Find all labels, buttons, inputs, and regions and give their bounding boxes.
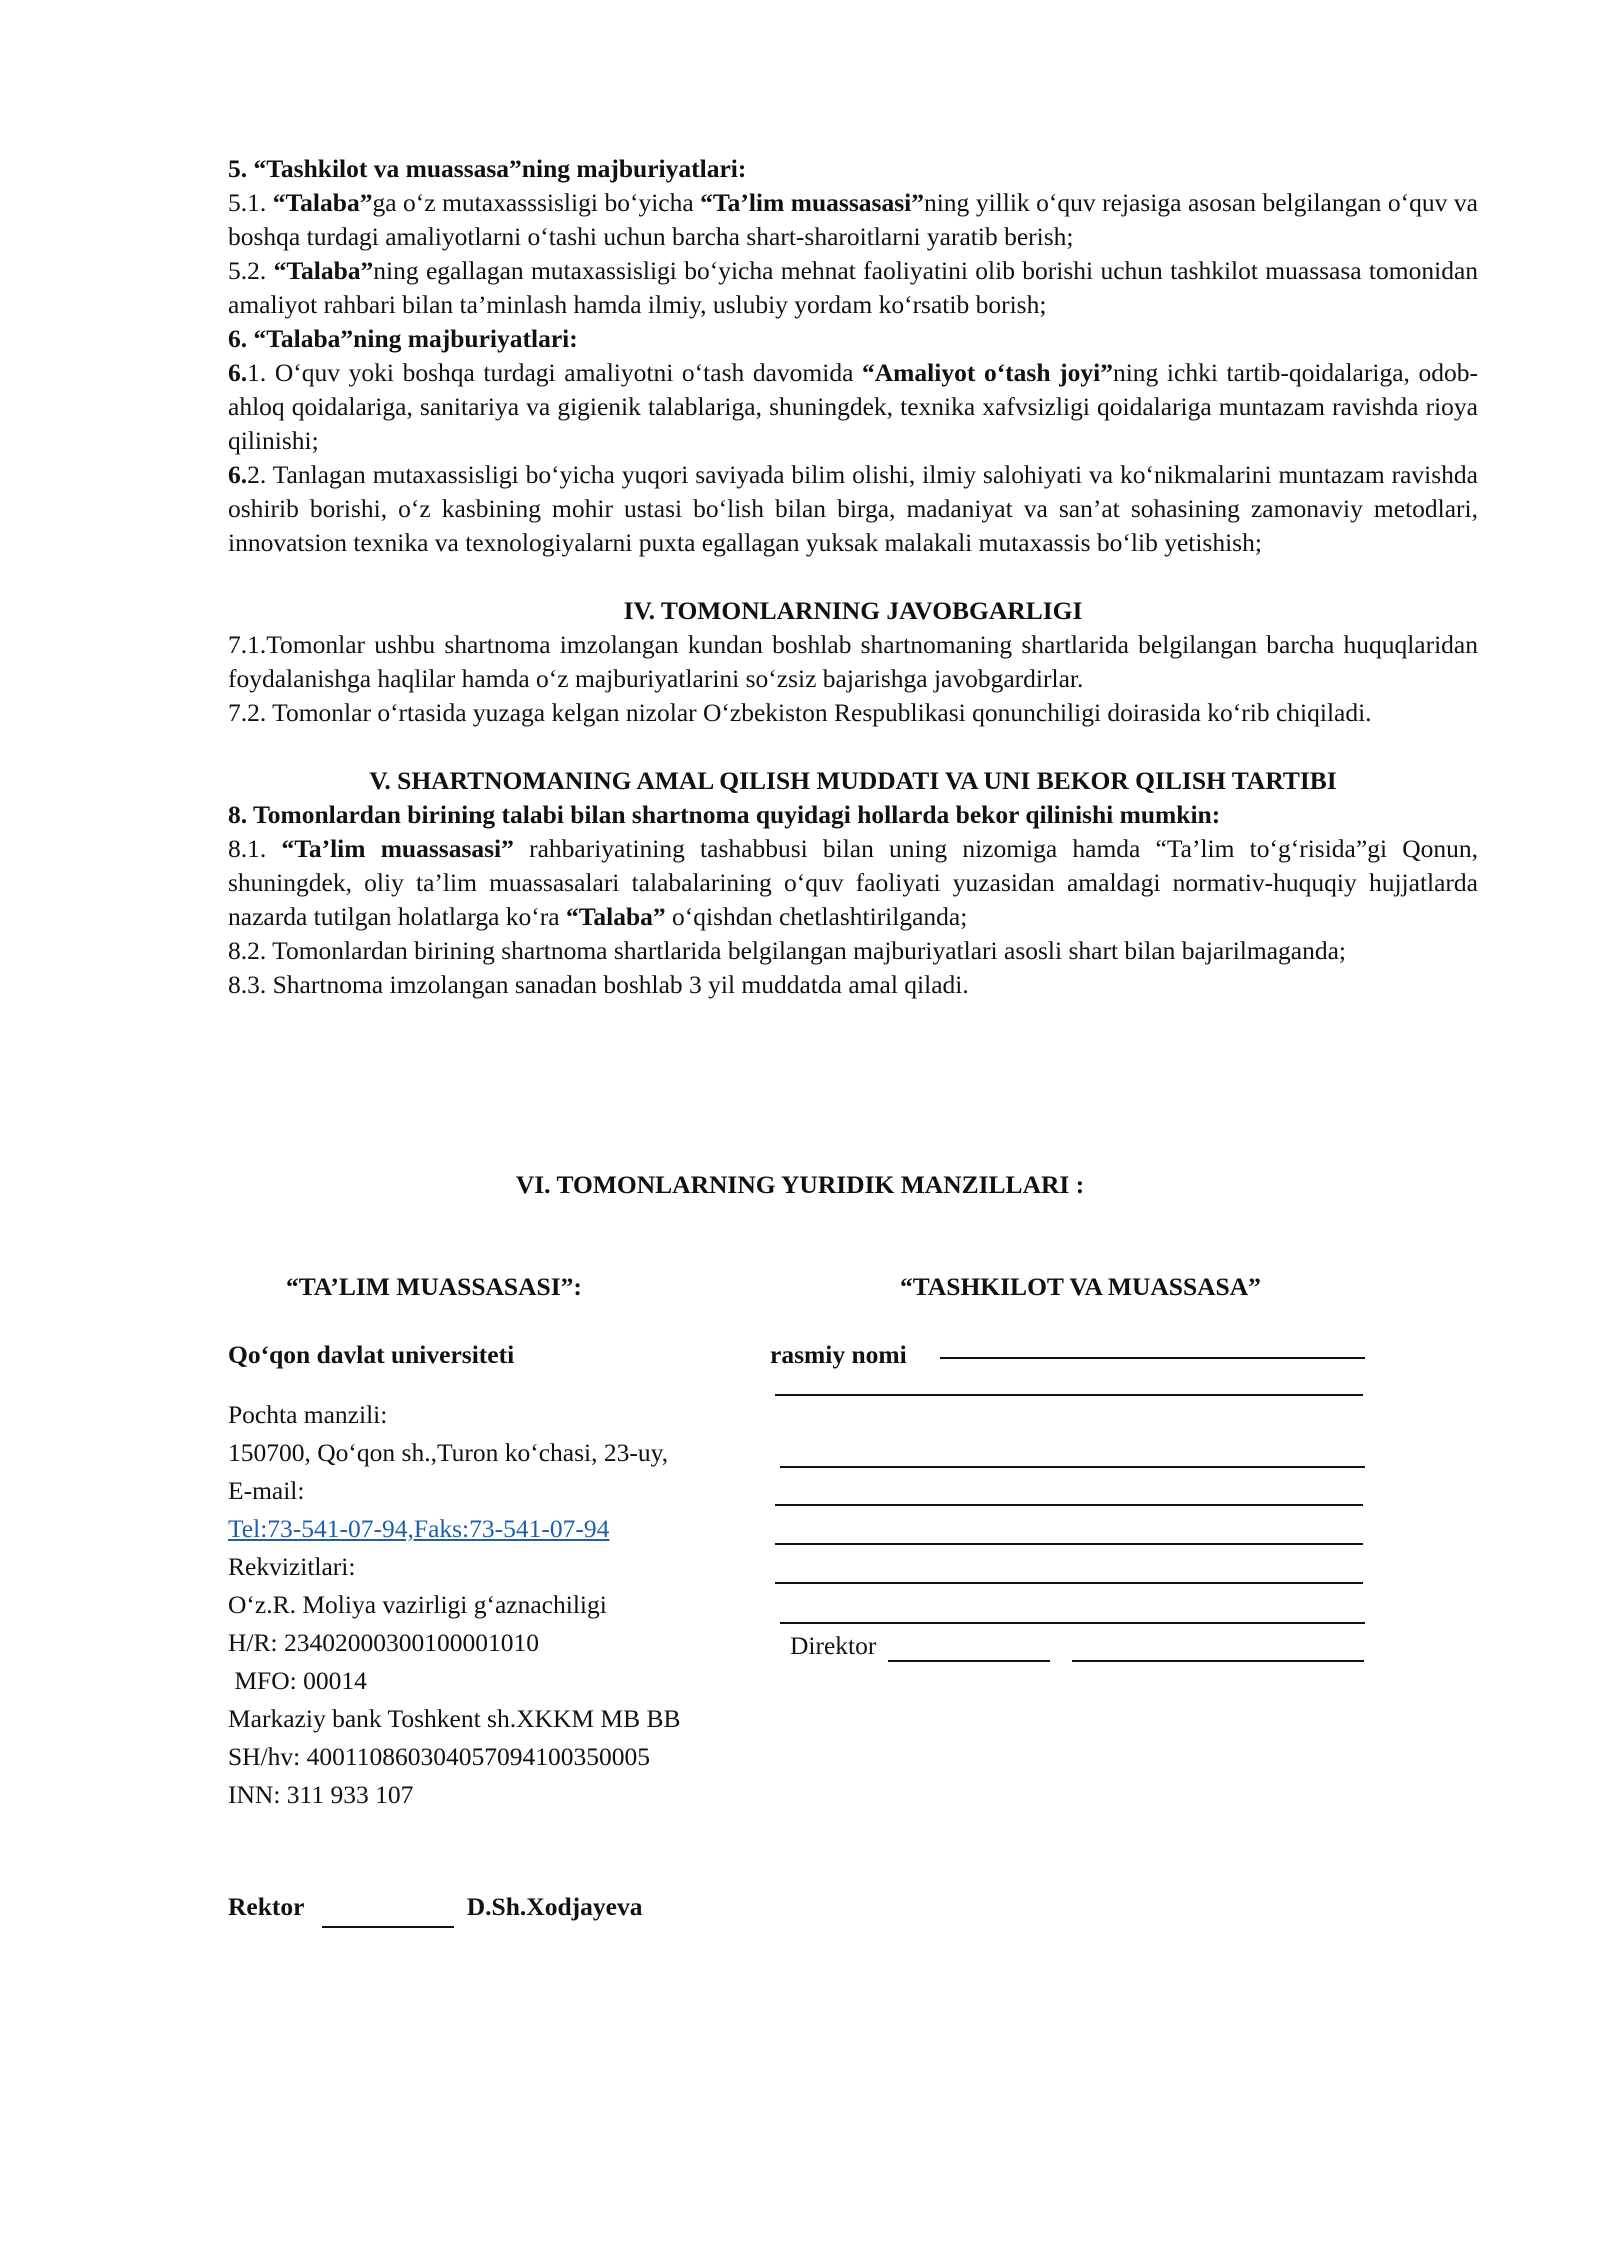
director-label: Direktor: [790, 1631, 877, 1660]
rektor-signature-line[interactable]: [322, 1888, 454, 1928]
clause-5-1: 5.1. “Talaba”ga o‘z mutaxasssisligi bo‘yicha “Ta’lim muassasasi”ning yillik o‘quv rejasiga asosan belgilangan o‘quv va boshqa turdagi amaliyotlarni o‘tashi uchun barcha shart-sharoitlarni yaratib berish;: [228, 188, 1478, 251]
rektor-name: D.Sh.Xodjayeva: [466, 1892, 643, 1921]
left-party-title: “TA’LIM MUASSASASI”:: [286, 1272, 582, 1301]
account-hr: H/R: 23402000300100001010: [228, 1628, 539, 1657]
director-signature-line[interactable]: [888, 1660, 1050, 1662]
institution-name: Qo‘qon davlat universiteti: [228, 1340, 515, 1369]
official-name-line[interactable]: [940, 1357, 1365, 1359]
clause-6-1: 6.1. O‘quv yoki boshqa turdagi amaliyotni o‘tash davomida “Amaliyot o‘tash joyi”ning ichki tartib-qoidalariga, odob-ahloq qoidalariga, sanitariya va gigienik talablariga, shuningdek, texnika xafvsizligi qoidalariga muntazam ravishda rioya qilinishi;: [228, 358, 1478, 455]
requisites-label: Rekvizitlari:: [228, 1552, 356, 1581]
treasury-name: O‘z.R. Moliya vazirligi g‘aznachiligi: [228, 1590, 607, 1619]
section5-heading: 5. “Tashkilot va muassasa”ning majburiyatlari:: [228, 154, 747, 183]
address-value: 150700, Qo‘qon sh.,Turon ko‘chasi, 23-uy,: [228, 1438, 669, 1467]
clause-6-2: 6.2. Tanlagan mutaxassisligi bo‘yicha yuqori saviyada bilim olishi, ilmiy salohiyati va ko‘nikmalarini muntazam ravishda oshirib borishi, o‘z kasbining mohir ustasi bo‘lish bilan birga, madaniyat va san’at sohasining zamonaviy metodlari, innovatsion texnika va texnologiyalarni puxta egallagan yuksak malakali mutaxassis bo‘lib yetishish;: [228, 460, 1478, 557]
bank-name: Markaziy bank Toshkent sh.XKKM MB BB: [228, 1704, 681, 1733]
clause-8-1: 8.1. “Ta’lim muassasasi” rahbariyatining tashabbusi bilan uning nizomiga hamda “Ta’lim to‘g‘risida”gi Qonun, shuningdek, oliy ta’lim muassasalari talabalarining o‘quv faoliyati yuzasidan amaldagi normativ-huquqiy hujjatlarda nazarda tutilgan holatlarga ko‘ra “Talaba” o‘qishdan chetlashtirilganda;: [228, 834, 1478, 931]
tel-fax-link[interactable]: Tel:73-541-07-94,Faks:73-541-07-94: [228, 1514, 610, 1543]
fill-line-4[interactable]: [775, 1543, 1363, 1545]
rektor-signature: Rektor D.Sh.Xodjayeva: [228, 1888, 642, 1928]
fill-line-6[interactable]: [780, 1622, 1365, 1624]
clause-7-2: 7.2. Tomonlar o‘rtasida yuzaga kelgan nizolar O‘zbekiston Respublikasi qonunchiligi doirasida ko‘rib chiqiladi.: [228, 698, 1372, 727]
address-label: Pochta manzili:: [228, 1400, 388, 1429]
section-v-heading: V. SHARTNOMANING AMAL QILISH MUDDATI VA UNI BEKOR QILISH TARTIBI: [369, 766, 1337, 795]
section-iv-heading: IV. TOMONLARNING JAVOBGARLIGI: [623, 596, 1083, 625]
left-party-details: [228, 1268, 788, 1814]
email-label: E-mail:: [228, 1476, 305, 1505]
mfo-code: MFO: 00014: [228, 1666, 367, 1695]
account-shhv: SH/hv: 400110860304057094100350005: [228, 1742, 650, 1771]
clause-8-3: 8.3. Shartnoma imzolangan sanadan boshlab 3 yil muddatda amal qiladi.: [228, 970, 969, 999]
clause-7-1: 7.1.Tomonlar ushbu shartnoma imzolangan kundan boshlab shartnomaning shartlarida belgilangan barcha huquqlaridan foydalanishga haqlilar hamda o‘z majburiyatlarini so‘zsiz bajarishga javobgardirlar.: [228, 630, 1478, 693]
contract-body: [228, 152, 1478, 1002]
fill-line-2[interactable]: [780, 1466, 1365, 1468]
fill-line-3[interactable]: [775, 1504, 1363, 1506]
director-name-line[interactable]: [1072, 1660, 1364, 1662]
section8-subheading: 8. Tomonlardan birining talabi bilan shartnoma quyidagi hollarda bekor qilinishi mumkin:: [228, 800, 1221, 829]
section-vi-heading: VI. TOMONLARNING YURIDIK MANZILLARI :: [515, 1170, 1085, 1199]
clause-5-2: 5.2. “Talaba”ning egallagan mutaxassisligi bo‘yicha mehnat faoliyatini olib borishi uchun tashkilot muassasa tomonidan amaliyot rahbari bilan ta’minlash hamda ilmiy, uslubiy yordam ko‘rsatib borish;: [228, 256, 1479, 319]
right-party-title: “TASHKILOT VA MUASSASA”: [900, 1272, 1261, 1301]
fill-line-1[interactable]: [775, 1394, 1363, 1396]
inn-number: INN: 311 933 107: [228, 1780, 414, 1809]
official-name-label: rasmiy nomi: [770, 1340, 907, 1369]
clause-8-2: 8.2. Tomonlardan birining shartnoma shartlarida belgilangan majburiyatlari asosli shart bilan bajarilmaganda;: [228, 936, 1347, 965]
fill-line-5[interactable]: [775, 1582, 1363, 1584]
section6-heading: 6. “Talaba”ning majburiyatlari:: [228, 324, 578, 353]
